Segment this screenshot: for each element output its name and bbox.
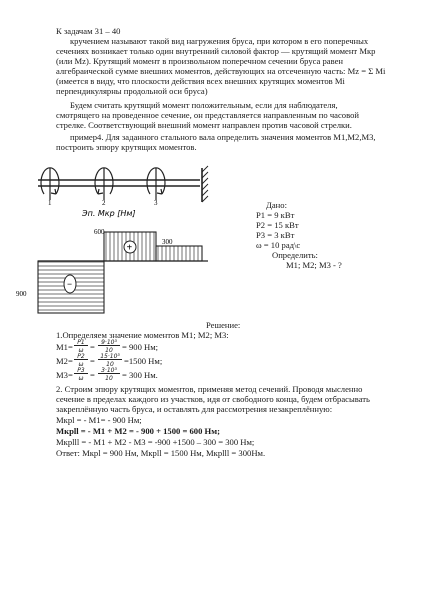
value-900-label: 900 xyxy=(16,290,27,298)
find-title: Определить: xyxy=(272,250,318,260)
intro-line-3: (или Mz). Крутящий момент в произвольном поперечном сечении бруса равен xyxy=(56,56,344,66)
solution-step-2-line-3: закреплённую часть бруса, и оставлять для рассмотрения незакреплённую: xyxy=(56,404,333,414)
value-600-label: 600 xyxy=(94,228,105,236)
example-line-2: построить эпюру крутящих моментов. xyxy=(56,142,197,152)
sign-line-2: смотрящего на проведенное сечение, он представляется направленным по часовой xyxy=(56,110,359,120)
wall-hatching xyxy=(202,166,208,202)
epure-label: Эп. Mкр [Нм] xyxy=(82,209,136,218)
moment-m1-arrow xyxy=(41,168,59,200)
tasks-heading: К задачам 31 – 40 xyxy=(56,26,121,36)
moment-m2-label: 2 xyxy=(102,199,106,207)
equation-section-3: Mкрlll = - M1 + M2 - M3 = -900 +1500 – 300 = 300 Нм; xyxy=(56,437,255,447)
given-p1: P1 = 9 кВт xyxy=(256,210,295,220)
document-page: К задачам 31 – 40 кручением называют такой вид нагружения бруса, при котором в его поперечных сечениях возникает только один внутренний силовой фактор — крутящий момент Mкр (или Mz). Крутящий момент в произвольном поперечном сечении бруса равен алгебраической сумме внешних моментов, действующих на отсеченную часть: Mz = Σ Mi (имеется в виду, что плоскости действия всех внешних крутящих моментов Mi перпендикулярны продольной оси бруса) Будем считать крутящий момент положительным, если для наблюдателя, смотрящего на проведенное сечение, он представляется направленным по часовой стрелке. Соответствующий внешний момент направлен против часовой стрелки. пример4. Для заданного стального вала определить значения моментов M1,M2,M3, построить эпюру крутящих моментов. 1 2 3 Эп. Mкр [Нм] + − 600 300 900 Дано: P1 = 9 кВт P2 = 15 кВт P3 = 3 кВт ω = 10 рад\с Определить: M1; M2; M3 - ? Решение: 1.Определяем значение моментов M1; M2; M3: M1= P1 ω = 9·10³ 10 = 900 Нм; M2= P2 ω = 15·10³ 10 =1500 Нм; M3= P3 ω = 3·10³ 10 = 300 Нм. 2. Строим эпюру крутящих моментов, применяя метод сечений. Проводя мысленно сечение в пределах каждого из участков, идя от свободного конца, будем отбрасывать закреплённую часть бруса, и оставлять для рассмотрения незакреплённую: Mкрl = - M1= - 900 Нм; Mкрll = - M1 + M2 = - 900 + 1500 = 600 Нм; Mкрlll = - M1 + M2 - M3 = -900 +1500 – 300 = 300 Нм; Ответ: Mкрl = 900 Нм, Mкрll = 1500 Нм, Mкрlll = 300Нм. xyxy=(0,0,439,604)
solution-title: Решение: xyxy=(206,320,241,330)
plus-sign: + xyxy=(126,242,133,254)
example-line-1: пример4. Для заданного стального вала определить значения моментов M1,M2,M3, xyxy=(70,132,376,142)
given-p3: P3 = 3 кВт xyxy=(256,230,295,240)
solution-step-2-line-2: сечение в пределах каждого из участков, идя от свободного конца, будем отбрасывать xyxy=(56,394,370,404)
epure-positive-300 xyxy=(156,246,202,261)
given-p2: P2 = 15 кВт xyxy=(256,220,299,230)
intro-line-4: алгебраической сумме внешних моментов, действующих на отсеченную часть: Mz = Σ Mi xyxy=(56,66,386,76)
sign-line-1: Будем считать крутящий момент положительным, если для наблюдателя, xyxy=(70,100,338,110)
value-300-label: 300 xyxy=(162,238,173,246)
moment-m2-arrow xyxy=(95,168,113,200)
sign-line-3: стрелке. Соответствующий внешний момент направлен против часовой стрелки. xyxy=(56,120,352,130)
given-omega: ω = 10 рад\с xyxy=(256,240,301,250)
intro-line-5: (имеется в виду, что плоскости действия всех внешних крутящих моментов Mi xyxy=(56,76,345,86)
moment-m3-arrow xyxy=(147,168,165,200)
answer-line: Ответ: Mкрl = 900 Нм, Mкрll = 1500 Нм, Mкрlll = 300Нм. xyxy=(56,448,266,458)
intro-line-6: перпендикулярны продольной оси бруса) xyxy=(56,86,208,96)
moment-m1-label: 1 xyxy=(48,199,52,207)
equation-section-2: Mкрll = - M1 + M2 = - 900 + 1500 = 600 Нм; xyxy=(56,426,220,436)
intro-line-2: сечениях возникает только один внутренний силовой фактор — крутящий момент Mкр xyxy=(56,46,376,56)
solution-step-1: 1.Определяем значение моментов M1; M2; M3: xyxy=(56,330,229,340)
given-title: Дано: xyxy=(266,200,287,210)
equation-section-1: Mкрl = - M1= - 900 Нм; xyxy=(56,415,142,425)
intro-line-1: кручением называют такой вид нагружения бруса, при котором в его поперечных xyxy=(70,36,369,46)
find-unknowns: M1; M2; M3 - ? xyxy=(286,260,342,270)
solution-step-2-line-1: 2. Строим эпюру крутящих моментов, применяя метод сечений. Проводя мысленно xyxy=(56,384,363,394)
moment-m3-label: 3 xyxy=(154,199,158,207)
minus-sign: − xyxy=(67,279,73,289)
